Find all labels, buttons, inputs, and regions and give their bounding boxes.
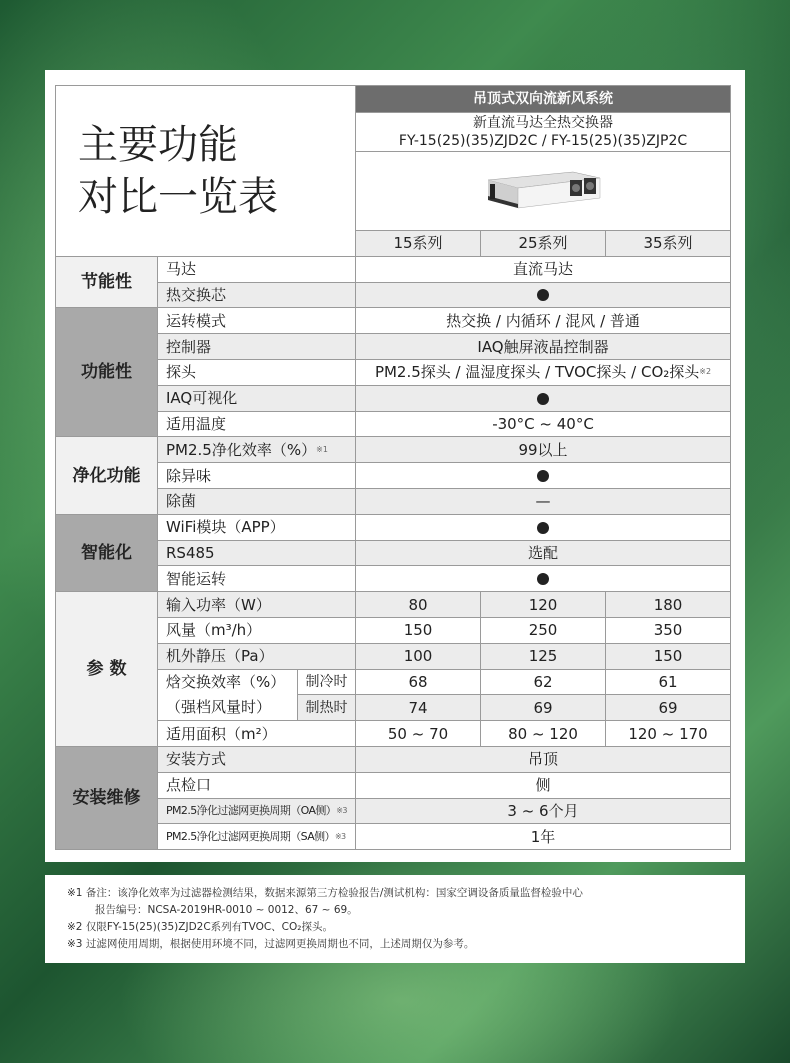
product-image (356, 152, 731, 231)
value-cell (356, 256, 731, 282)
table-row (56, 540, 731, 566)
supported-dot-icon (537, 522, 549, 534)
value-cell (356, 488, 731, 514)
table-row (56, 463, 731, 489)
value-cell: 80 (356, 592, 481, 618)
value-cell: 150 (356, 617, 481, 643)
value-cell (356, 437, 731, 463)
value-cell: 61 (606, 669, 731, 695)
value-cell: 80 ~ 120 (481, 721, 606, 747)
row-label-text: 热交换芯 (166, 285, 227, 304)
row-label (158, 746, 356, 772)
value-cell (356, 772, 731, 798)
supported-dot-icon (537, 470, 549, 482)
value-cell: 74 (356, 695, 481, 721)
category-cell: 安装维修 (56, 746, 158, 849)
row-label-text: 马达 (166, 260, 197, 279)
row-label-text: WiFi模块（APP） (166, 518, 285, 537)
value-cell: 120 ~ 170 (606, 721, 731, 747)
row-label (158, 617, 356, 643)
comparison-table (55, 85, 731, 850)
value-cell (356, 463, 731, 489)
value-text: PM2.5探头 / 温湿度探头 / TVOC探头 / CO₂探头 (374, 363, 700, 382)
footnotes (45, 875, 745, 963)
series-15: 15系列 (356, 231, 481, 257)
row-label-text: 除菌 (166, 492, 197, 511)
value-cell: 50 ~ 70 (356, 721, 481, 747)
table-row (56, 359, 731, 385)
table-row (56, 385, 731, 411)
row-label (158, 359, 356, 385)
value-text: -30°C ~ 40°C (492, 414, 594, 433)
product-models: FY-15(25)(35)ZJD2C / FY-15(25)(35)ZJP2C (398, 133, 688, 149)
row-label-text: RS485 (166, 543, 215, 562)
value-text: — (535, 492, 551, 511)
note-3: ※3 过滤网使用周期，根据使用环境不同，过滤网更换周期也不同，上述周期仅为参考。 (67, 938, 475, 950)
value-text: 热交换 / 内循环 / 混风 / 普通 (446, 311, 640, 330)
table-row (56, 308, 731, 334)
row-label (158, 798, 356, 824)
supported-dot-icon (537, 573, 549, 585)
footnote-ref: ※3 (334, 831, 346, 841)
system-header: 吊顶式双向流新风系统 (356, 86, 731, 113)
value-cell (356, 308, 731, 334)
value-text: IAQ触屏液晶控制器 (477, 337, 609, 356)
table-row (56, 514, 731, 540)
row-label-text: 焓交换效率（%） （强档风量时） (166, 672, 286, 716)
note-1-report: 报告编号：NCSA-2019HR-0010 ~ 0012、67 ~ 69。 (95, 904, 358, 916)
value-cell: 69 (606, 695, 731, 721)
series-35: 35系列 (606, 231, 731, 257)
table-row (56, 669, 731, 695)
supported-dot-icon (537, 393, 549, 405)
table-row (56, 256, 731, 282)
row-label-text: 适用温度 (166, 414, 227, 433)
value-text: 侧 (535, 776, 551, 795)
row-label-text: 探头 (166, 363, 197, 382)
table-row (56, 617, 731, 643)
value-text: 选配 (528, 543, 559, 562)
value-cell (356, 798, 731, 824)
table-row (56, 772, 731, 798)
ventilator-unit-icon (478, 166, 608, 212)
value-cell (356, 540, 731, 566)
row-label (158, 643, 356, 669)
row-label (158, 540, 356, 566)
table-row (56, 566, 731, 592)
footnote-ref: ※2 (699, 367, 712, 377)
row-label-text: 除异味 (166, 466, 212, 485)
table-row (56, 282, 731, 308)
value-cell (356, 514, 731, 540)
row-label-text: IAQ可视化 (166, 389, 238, 408)
value-cell (356, 746, 731, 772)
value-text: 3 ~ 6个月 (507, 801, 579, 820)
row-label (158, 488, 356, 514)
row-label (158, 824, 356, 850)
table-row (56, 643, 731, 669)
row-label-text: PM2.5净化效率（%） (166, 440, 317, 459)
row-label (158, 772, 356, 798)
value-cell (356, 824, 731, 850)
category-cell: 节能性 (56, 256, 158, 308)
supported-dot-icon (537, 289, 549, 301)
row-label-text: 机外静压（Pa） (166, 647, 274, 666)
value-cell: 350 (606, 617, 731, 643)
table-row (56, 824, 731, 850)
row-label-text: 点检口 (166, 776, 212, 795)
value-text: 直流马达 (513, 260, 574, 279)
row-label (158, 566, 356, 592)
row-label (158, 411, 356, 437)
table-row (56, 411, 731, 437)
value-cell: 62 (481, 669, 606, 695)
value-cell: 150 (606, 643, 731, 669)
category-cell: 智能化 (56, 514, 158, 591)
table-row (56, 798, 731, 824)
value-cell (356, 411, 731, 437)
value-cell: 69 (481, 695, 606, 721)
table-row (56, 721, 731, 747)
value-text: 1年 (530, 827, 556, 846)
row-label-text: 适用面积（m²） (166, 724, 277, 743)
row-label (158, 721, 356, 747)
footnote-ref: ※1 (316, 444, 328, 454)
row-label (158, 437, 356, 463)
value-cell: 125 (481, 643, 606, 669)
row-label-text: 安装方式 (166, 750, 227, 769)
table-row (56, 437, 731, 463)
value-cell (356, 566, 731, 592)
table-row (56, 746, 731, 772)
row-label (158, 334, 356, 360)
note-1: ※1 备注：该净化效率为过滤器检测结果，数据来源第三方检验报告/测试机构：国家空调设备质量监督检验中心 (67, 887, 583, 899)
row-label-text: 风量（m³/h） (166, 621, 262, 640)
title-line-1: 主要功能 (78, 121, 238, 168)
row-label (158, 463, 356, 489)
value-cell (356, 359, 731, 385)
category-cell: 净化功能 (56, 437, 158, 514)
value-cell (356, 385, 731, 411)
comparison-card (45, 70, 745, 862)
value-cell (356, 282, 731, 308)
title-line-2: 对比一览表 (78, 173, 278, 220)
value-cell: 120 (481, 592, 606, 618)
product-header (356, 113, 731, 152)
category-cell: 参 数 (56, 592, 158, 747)
row-label (158, 385, 356, 411)
row-label-text: PM2.5净化过滤网更换周期（SA侧） (166, 829, 335, 843)
series-25: 25系列 (481, 231, 606, 257)
row-label-text: 智能运转 (166, 569, 227, 588)
row-label (158, 669, 298, 721)
row-label (158, 308, 356, 334)
product-name: 新直流马达全热交换器 (473, 115, 614, 131)
value-cell (356, 334, 731, 360)
row-label-text: 运转模式 (166, 311, 227, 330)
row-sublabel: 制冷时 (298, 669, 356, 695)
table-row (56, 488, 731, 514)
note-2: ※2 仅限FY-15(25)(35)ZJD2C系列有TVOC、CO₂探头。 (67, 921, 333, 933)
row-label-text: 输入功率（W） (166, 595, 271, 614)
row-label (158, 592, 356, 618)
value-cell: 100 (356, 643, 481, 669)
row-sublabel: 制热时 (298, 695, 356, 721)
value-text: 99以上 (518, 440, 568, 459)
row-label (158, 282, 356, 308)
page-title (56, 86, 356, 257)
row-label (158, 514, 356, 540)
row-label (158, 256, 356, 282)
row-label-text: PM2.5净化过滤网更换周期（OA侧） (166, 803, 337, 817)
value-text: 吊顶 (528, 750, 559, 769)
table-row (56, 592, 731, 618)
value-cell: 68 (356, 669, 481, 695)
row-label-text: 控制器 (166, 337, 212, 356)
value-cell: 180 (606, 592, 731, 618)
category-cell: 功能性 (56, 308, 158, 437)
table-row (56, 334, 731, 360)
footnote-ref: ※3 (336, 805, 347, 815)
value-cell: 250 (481, 617, 606, 643)
